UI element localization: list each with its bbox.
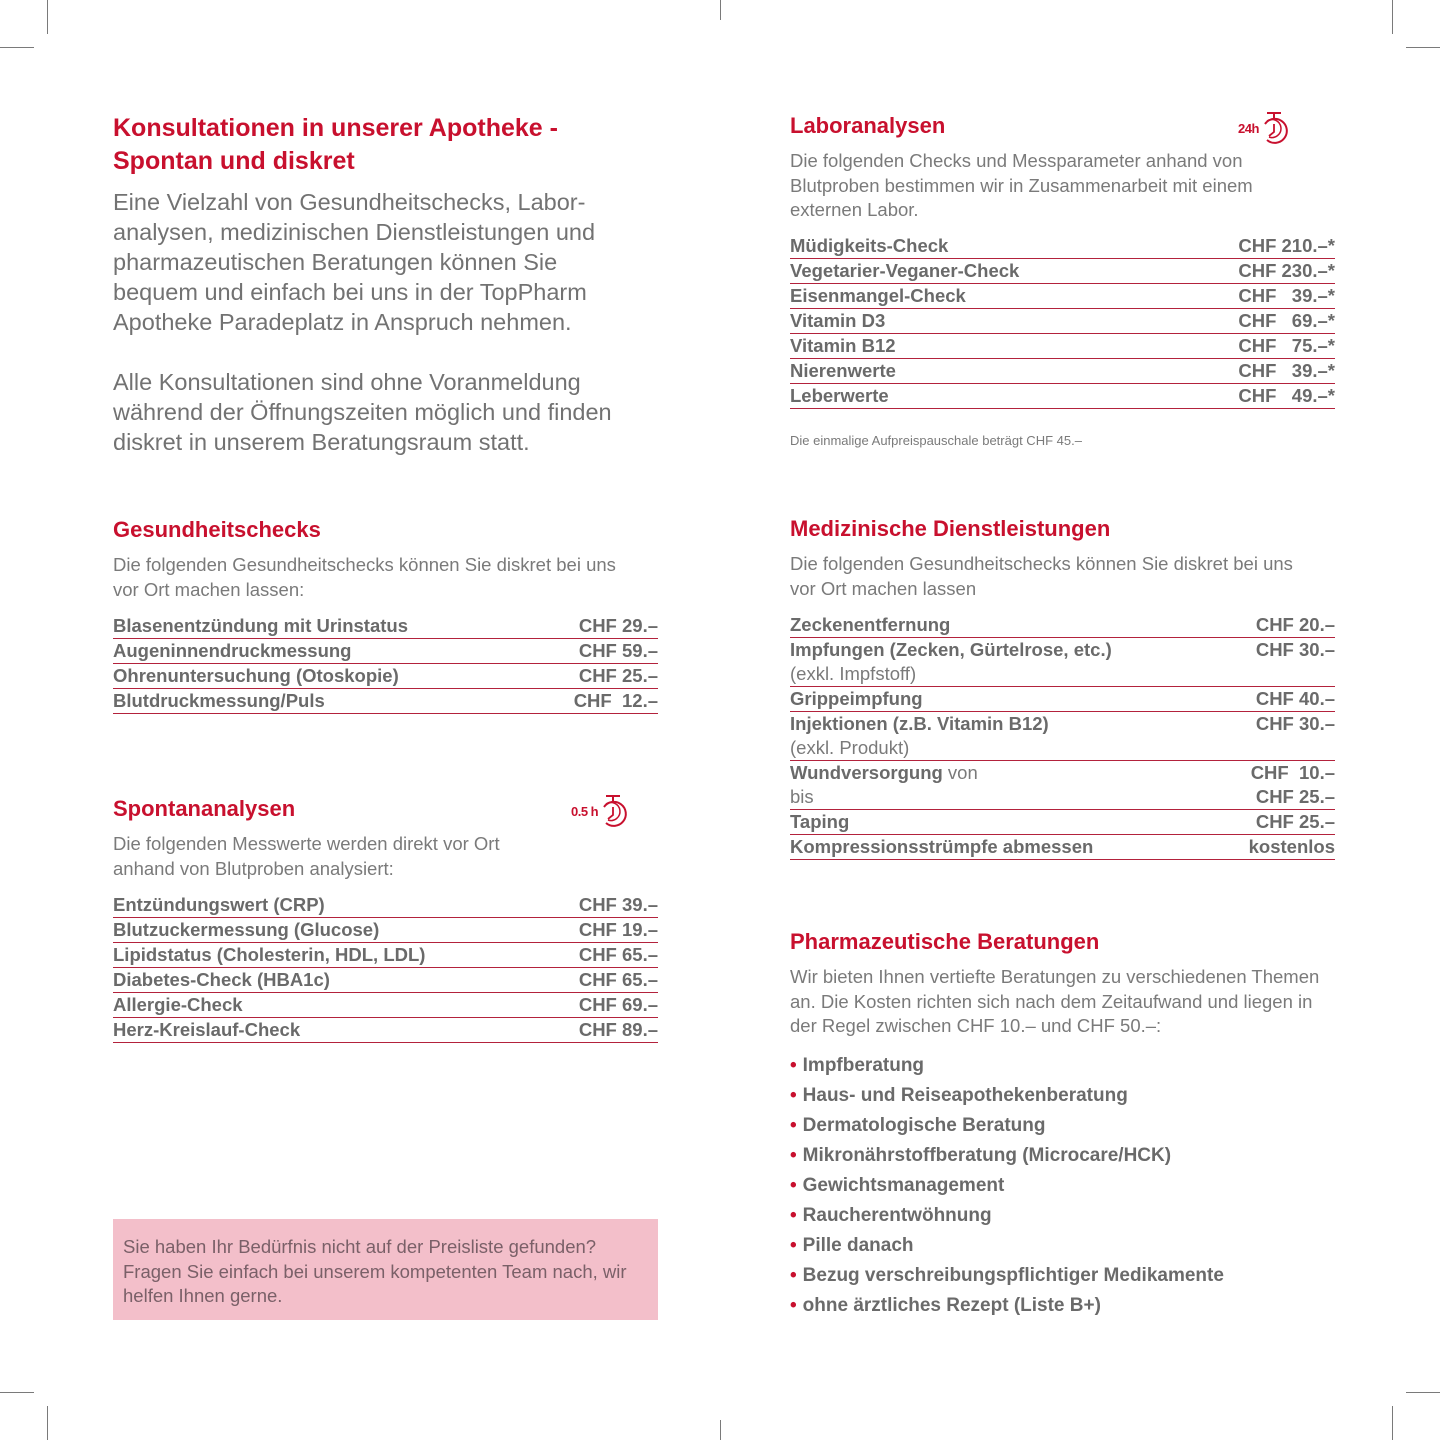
item-price [579, 893, 658, 917]
list-item-label: Impfberatung [802, 1054, 925, 1076]
item-label [113, 918, 579, 942]
gesundheitschecks-section [113, 516, 658, 714]
item-label [790, 384, 1238, 408]
table-row [790, 613, 1335, 638]
list-item [790, 1171, 1340, 1201]
section-description: Die folgenden Checks und Messparameter anhand von Blutproben bestimmen wir in Zusammenarbeit mit einem externen Labor. [790, 150, 1253, 220]
price-value: CHF 25.– [578, 665, 658, 686]
item-price [1249, 835, 1335, 859]
page-title [113, 112, 673, 178]
timer-label: 24h [1238, 120, 1259, 136]
spontananalysen-section [113, 795, 658, 1043]
table-row [113, 993, 658, 1018]
item-price [1256, 712, 1335, 736]
title-line-1: Konsultationen in unserer Apotheke - [113, 114, 558, 142]
item-label [113, 943, 579, 967]
crop-mark [1406, 47, 1440, 48]
list-item-label: Raucherentwöhnung [802, 1204, 992, 1226]
price-value: CHF 40.– [1255, 688, 1335, 709]
pharmazeutische-section [790, 928, 1340, 1321]
item-price [1238, 234, 1335, 258]
table-row [113, 614, 658, 639]
list-item-label: Dermatologische Beratung [802, 1114, 1046, 1136]
bullet-icon: • [790, 1114, 797, 1136]
table-row [113, 689, 658, 714]
item-name: Augeninnendruckmessung [113, 640, 352, 661]
list-item-label: Pille danach [802, 1234, 914, 1256]
table-row [113, 1018, 658, 1043]
bullet-icon: • [790, 1144, 797, 1166]
timer-icon [1261, 110, 1289, 146]
item-name: Wundversorgung [790, 762, 943, 783]
price-table [790, 613, 1335, 860]
item-label [790, 835, 1249, 859]
section-description: Die folgenden Messwerte werden direkt vor Ort anhand von Blutproben analysiert: [113, 833, 500, 879]
price-value: CHF 69.–* [1238, 309, 1335, 331]
item-price [579, 943, 658, 967]
price-value: CHF 65.– [578, 944, 658, 965]
bullet-icon: • [790, 1264, 797, 1286]
item-name: Leberwerte [790, 384, 889, 406]
item-price [579, 918, 658, 942]
table-row [790, 359, 1335, 384]
item-label [790, 761, 1251, 809]
item-name: Zeckenentfernung [790, 614, 951, 635]
item-label [790, 284, 1238, 308]
list-item [790, 1051, 1340, 1081]
item-label [113, 1018, 579, 1042]
table-row [113, 968, 658, 993]
list-item-label: Mikronährstoffberatung (Microcare/HCK) [802, 1144, 1172, 1166]
item-label-suffix: von [942, 762, 978, 783]
item-name: Lipidstatus (Cholesterin, HDL, LDL) [113, 944, 426, 965]
price-value: CHF 49.–* [1238, 384, 1335, 406]
item-name: Taping [790, 811, 850, 832]
list-item-label: ohne ärztliches Rezept (Liste B+) [802, 1294, 1101, 1316]
bullet-icon: • [790, 1174, 797, 1196]
timer-badge [1238, 110, 1289, 146]
medizinische-section [790, 515, 1335, 860]
table-row [790, 309, 1335, 334]
item-name: Blutzuckermessung (Glucose) [113, 919, 380, 940]
table-row [790, 384, 1335, 409]
table-row [113, 943, 658, 968]
item-label [113, 614, 579, 638]
item-name: Allergie-Check [113, 994, 243, 1015]
crop-mark [47, 0, 48, 34]
table-row [113, 893, 658, 918]
section-description: Die folgenden Gesundheitschecks können Sie diskret bei uns vor Ort machen lassen [790, 553, 1293, 599]
section-title: Pharmazeutische Beratungen [790, 929, 1100, 954]
item-label [113, 689, 574, 713]
section-title: Medizinische Dienstleistungen [790, 516, 1111, 541]
footnote: Die einmalige Aufpreispauschale beträgt CHF 45.– [790, 432, 1082, 448]
list-item [790, 1201, 1340, 1231]
intro-paragraph-2: Alle Konsultationen sind ohne Voranmeldung während der Öffnungszeiten möglich und finden diskret in unserem Beratungsraum statt. [113, 369, 612, 455]
laboranalysen-section [790, 112, 1335, 448]
price-table [113, 893, 658, 1043]
item-price [1256, 810, 1335, 834]
table-row [790, 835, 1335, 860]
crop-mark [1392, 1406, 1393, 1440]
item-note: bis [790, 786, 814, 807]
section-description: Wir bieten Ihnen vertiefte Beratungen zu verschiedenen Themen an. Die Kosten richten sich nach dem Zeitaufwand und liegen in der Regel zwischen CHF 10.– und CHF 50.–: [790, 966, 1320, 1036]
bullet-icon: • [790, 1054, 797, 1076]
item-price [574, 689, 658, 713]
price-value: CHF 39.– [578, 894, 658, 915]
item-name: Injektionen (z.B. Vitamin B12) [790, 713, 1049, 734]
item-price [579, 993, 658, 1017]
item-label [113, 639, 579, 663]
timer-icon [600, 793, 628, 829]
crop-mark [1406, 1392, 1440, 1393]
item-name: Vegetarier-Veganer-Check [790, 259, 1020, 281]
intro-section [113, 112, 673, 457]
price-value: CHF 59.– [578, 640, 658, 661]
list-item [790, 1291, 1340, 1321]
item-price [1238, 309, 1335, 333]
item-price [579, 614, 658, 638]
list-item-label: Haus- und Reiseapothekenberatung [802, 1084, 1128, 1106]
item-name: Blasenentzündung mit Urinstatus [113, 615, 408, 636]
item-label [790, 810, 1256, 834]
price-value: CHF 12.– [573, 690, 658, 711]
timer-badge [571, 793, 628, 829]
item-note: (exkl. Impfstoff) [790, 663, 917, 684]
item-label [790, 712, 1256, 760]
price-value: CHF 25.– [1255, 811, 1335, 832]
item-name: Vitamin B12 [790, 334, 896, 356]
item-price [579, 639, 658, 663]
item-label [790, 334, 1238, 358]
item-price [579, 1018, 658, 1042]
crop-mark [720, 1420, 721, 1440]
bullet-icon: • [790, 1234, 797, 1256]
crop-mark [47, 1406, 48, 1440]
list-item [790, 1231, 1340, 1261]
table-row [790, 712, 1335, 761]
section-title: Spontananalysen [113, 796, 296, 821]
item-name: Grippeimpfung [790, 688, 923, 709]
item-label [790, 259, 1238, 283]
price-value: CHF 30.– [1255, 713, 1335, 734]
item-price [1238, 259, 1335, 283]
price-value: CHF 29.– [578, 615, 658, 636]
timer-label: 0.5 h [571, 803, 599, 819]
price-value: CHF 75.–* [1238, 334, 1335, 356]
price-table [113, 614, 658, 714]
title-line-2: Spontan und diskret [113, 147, 355, 175]
price-value: CHF 210.–* [1238, 234, 1335, 256]
item-price [1256, 638, 1335, 662]
item-name: Blutdruckmessung/Puls [113, 690, 325, 711]
item-name: Herz-Kreislauf-Check [113, 1019, 301, 1040]
price-value: CHF 19.– [578, 919, 658, 940]
bullet-icon: • [790, 1084, 797, 1106]
item-label [790, 359, 1238, 383]
table-row [790, 259, 1335, 284]
item-label [113, 893, 579, 917]
item-name: Müdigkeits-Check [790, 234, 949, 256]
price-table [790, 234, 1335, 409]
item-label [790, 309, 1238, 333]
item-price [1238, 359, 1335, 383]
table-row [113, 639, 658, 664]
item-price [1238, 334, 1335, 358]
item-price [1251, 761, 1335, 809]
list-item [790, 1261, 1340, 1291]
table-row [790, 284, 1335, 309]
item-label [113, 993, 579, 1017]
price-value: CHF 39.–* [1238, 359, 1335, 381]
table-row [113, 918, 658, 943]
item-label [790, 638, 1256, 686]
list-item-label: Bezug verschreibungspflichtiger Medikamente [802, 1264, 1224, 1286]
item-name: Nierenwerte [790, 359, 896, 381]
crop-mark [720, 0, 721, 20]
crop-mark [0, 1392, 34, 1393]
price-value: CHF 230.–* [1238, 259, 1335, 281]
table-row [790, 687, 1335, 712]
item-name: Kompressionsstrümpfe abmessen [790, 836, 1094, 857]
price-value-max: CHF 25.– [1255, 786, 1335, 807]
price-value: kostenlos [1248, 836, 1335, 857]
section-title: Laboranalysen [790, 113, 946, 138]
table-row [790, 638, 1335, 687]
item-label [113, 664, 579, 688]
item-name: Diabetes-Check (HBA1c) [113, 969, 330, 990]
callout-text: Sie haben Ihr Bedürfnis nicht auf der Preisliste gefunden? Fragen Sie einfach bei unserem kompetenten Team nach, wir helfen Ihnen gerne. [123, 1236, 627, 1306]
table-row [790, 761, 1335, 810]
list-item [790, 1081, 1340, 1111]
crop-mark [0, 47, 34, 48]
price-value: CHF 65.– [578, 969, 658, 990]
bullet-icon: • [790, 1294, 797, 1316]
list-item [790, 1141, 1340, 1171]
list-item [790, 1111, 1340, 1141]
item-name: Vitamin D3 [790, 309, 886, 331]
price-value: CHF 20.– [1255, 614, 1335, 635]
price-value: CHF 39.–* [1238, 284, 1335, 306]
service-list [790, 1051, 1340, 1321]
item-label [790, 613, 1256, 637]
table-row [790, 334, 1335, 359]
price-value: CHF 69.– [578, 994, 658, 1015]
price-value: CHF 89.– [578, 1019, 658, 1040]
section-title: Gesundheitschecks [113, 517, 321, 542]
item-price [1256, 687, 1335, 711]
item-price [1256, 613, 1335, 637]
item-name: Entzündungswert (CRP) [113, 894, 325, 915]
table-row [790, 810, 1335, 835]
item-name: Ohrenuntersuchung (Otoskopie) [113, 665, 399, 686]
item-label [790, 234, 1238, 258]
price-value: CHF 30.– [1255, 639, 1335, 660]
item-price [579, 664, 658, 688]
intro-paragraph-1: Eine Vielzahl von Gesundheitschecks, Laboranalysen, medizinischen Dienstleistungen und pharmazeutischen Beratungen können Sie bequem und einfach bei uns in der TopPharm Apotheke Paradeplatz in Anspruch nehmen. [113, 189, 596, 335]
item-name: Impfungen (Zecken, Gürtelrose, etc.) [790, 639, 1112, 660]
bullet-icon: • [790, 1204, 797, 1226]
item-label [113, 968, 579, 992]
section-description: Die folgenden Gesundheitschecks können Sie diskret bei uns vor Ort machen lassen: [113, 554, 616, 600]
item-price [579, 968, 658, 992]
help-callout [113, 1219, 658, 1320]
table-row [113, 664, 658, 689]
item-price [1238, 384, 1335, 408]
item-name: Eisenmangel-Check [790, 284, 966, 306]
item-note: (exkl. Produkt) [790, 737, 910, 758]
crop-mark [1392, 0, 1393, 34]
list-item-label: Gewichtsmanagement [802, 1174, 1005, 1196]
table-row [790, 234, 1335, 259]
price-value: CHF 10.– [1250, 762, 1335, 783]
item-price [1238, 284, 1335, 308]
item-label [790, 687, 1256, 711]
